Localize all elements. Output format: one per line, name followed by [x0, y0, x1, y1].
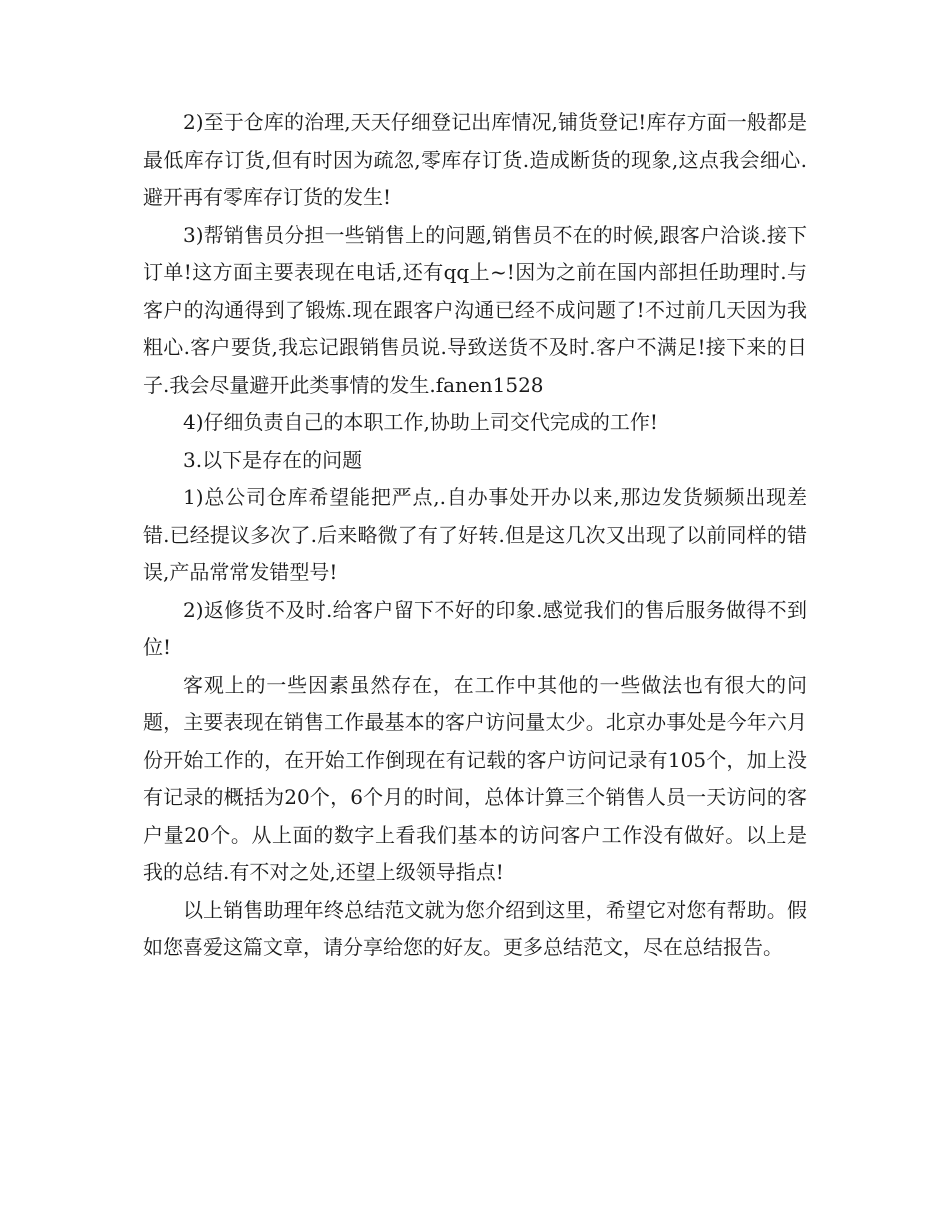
paragraph-closing: 以上销售助理年终总结范文就为您介绍到这里，希望它对您有帮助。假如您喜爱这篇文章，请分享给您的好友。更多总结范文，尽在总结报告。	[143, 897, 807, 959]
paragraph-own-duties: 4)仔细负责自己的本职工作,协助上司交代完成的工作!	[183, 410, 658, 434]
paragraph-sales-support: 3)帮销售员分担一些销售上的问题,销售员不在的时候,跟客户洽谈.接下订单!这方面主要表现在电话,还有qq上~!因为之前在国内部担任助理时.与客户的沟通得到了锻炼.现在跟客户沟通已经不成问题了!不过前几天因为我粗心.客户要货,我忘记跟销售员说.导致送货不及时.客户不满足!接下来的日子.我会尽量避开此类事情的发生.fanen1528	[143, 222, 807, 397]
paragraph-problem-warehouse: 1)总公司仓库希望能把严点,.自办事处开办以来,那边发货频频出现差错.已经提议多次了.后来略微了有了好转.但是这几次又出现了以前同样的错误,产品常常发错型号!	[143, 485, 807, 584]
paragraph-warehouse-management: 2)至于仓库的治理,天天仔细登记出库情况,铺货登记!库存方面一般都是最低库存订货,但有时因为疏忽,零库存订货.造成断货的现象,这点我会细心.避开再有零库存订货的发生!	[143, 110, 807, 209]
section-heading-problems: 3.以下是存在的问题	[183, 447, 363, 472]
document-body	[143, 104, 807, 967]
paragraph-customer-visits: 客观上的一些因素虽然存在，在工作中其他的一些做法也有很大的问题，主要表现在销售工作最基本的客户访问量太少。北京办事处是今年六月份开始工作的，在开始工作倒现在有记载的客户访问记录有105个，加上没有记录的概括为20个，6个月的时间，总体计算三个销售人员一天访问的客户量20个。从上面的数字上看我们基本的访问客户工作没有做好。以上是我的总结.有不对之处,还望上级领导指点!	[143, 672, 807, 884]
paragraph-problem-repairs: 2)返修货不及时.给客户留下不好的印象.感觉我们的售后服务做得不到位!	[143, 597, 807, 659]
